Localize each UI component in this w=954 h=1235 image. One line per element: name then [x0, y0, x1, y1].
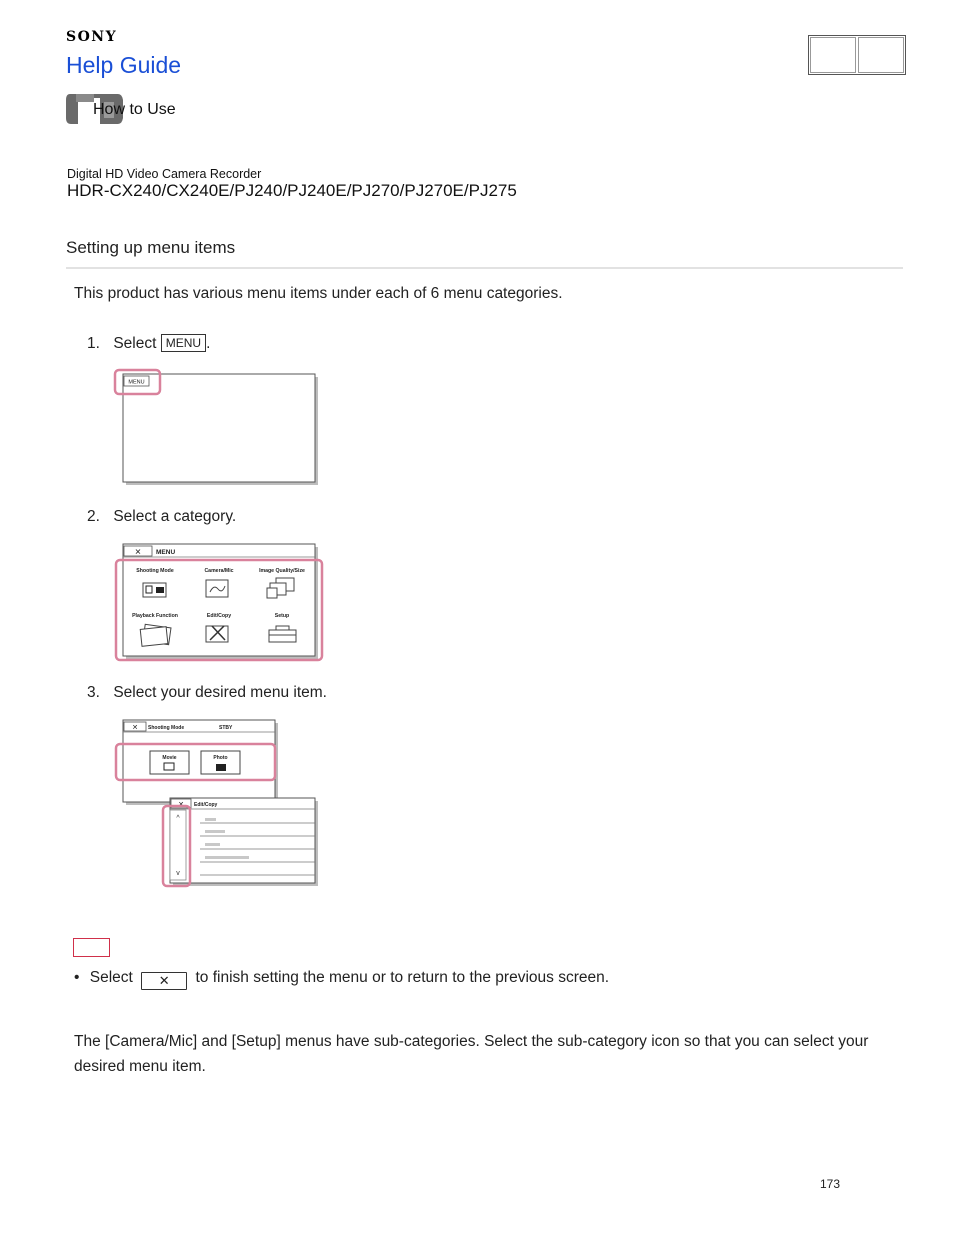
category-label: Image Quality/Size	[259, 568, 305, 574]
scroll-down-icon: v	[176, 870, 180, 877]
figure-menu-header: MENU	[156, 549, 176, 556]
figure-close-glyph: ✕	[132, 724, 138, 732]
figure-menu-categories	[112, 542, 327, 664]
step-number: 2.	[87, 508, 100, 525]
blurred-menu-item	[205, 856, 249, 859]
scroll-up-icon: ^	[176, 815, 180, 822]
nav-button-group	[808, 35, 906, 75]
note-bullet	[74, 969, 609, 990]
blurred-menu-item	[205, 818, 216, 821]
step-number: 1.	[87, 335, 100, 352]
figure-screen-title: Shooting Mode	[148, 725, 185, 731]
blurred-menu-item	[205, 843, 220, 846]
category-label: Edit/Copy	[206, 613, 232, 619]
category-label: Setup	[274, 613, 290, 619]
bullet-dot: •	[74, 969, 80, 986]
help-guide-title[interactable]: Help Guide	[66, 52, 182, 78]
figure-close-glyph: ✕	[178, 801, 184, 809]
camera-icon	[216, 764, 226, 771]
intro-text: This product has various menu items under each of 6 menu categories.	[74, 285, 563, 302]
figure-close-glyph: ✕	[134, 547, 142, 557]
shooting-mode-icon	[143, 583, 166, 597]
category-label: Camera/Mic	[204, 568, 234, 574]
next-page-button[interactable]	[858, 37, 904, 73]
category-label: Shooting Mode	[136, 568, 174, 574]
movie-label: Movie	[162, 755, 177, 761]
page-number: 173	[820, 1177, 841, 1191]
figure-screen-title: Edit/Copy	[194, 802, 218, 808]
product-name: Digital HD Video Camera Recorder	[67, 167, 262, 181]
sony-logo: SONY	[66, 29, 118, 45]
note-label-box	[73, 938, 110, 957]
step-text: Select	[113, 335, 157, 352]
model-numbers: HDR-CX240/CX240E/PJ240/PJ240E/PJ270/PJ270E/PJ275	[67, 181, 517, 200]
figure-status: STBY	[219, 725, 233, 731]
figure-menu-items	[112, 718, 322, 890]
step-2	[87, 508, 236, 526]
close-icon: ✕	[141, 972, 187, 990]
step-text-end: .	[206, 335, 211, 352]
step-3	[87, 684, 327, 702]
step-1	[87, 334, 210, 353]
camera-mic-icon	[206, 580, 228, 597]
title-divider	[66, 267, 903, 269]
step-text: Select a category.	[113, 508, 237, 525]
sub-category-paragraph: The [Camera/Mic] and [Setup] menus have sub-categories. Select the sub-category icon so that you can select your desired menu item.	[74, 1033, 869, 1075]
note-text-start: Select	[89, 969, 133, 986]
figure-menu-button	[112, 368, 322, 488]
blurred-menu-item	[205, 830, 225, 833]
note-text-end: to finish setting the menu or to return to the previous screen.	[195, 969, 610, 986]
page-title: Setting up menu items	[66, 238, 236, 257]
menu-key: MENU	[161, 334, 206, 352]
photo-label: Photo	[213, 755, 228, 761]
step-number: 3.	[87, 684, 100, 701]
step-text: Select your desired menu item.	[113, 684, 327, 701]
category-label: Playback Function	[132, 613, 178, 619]
category-label[interactable]: How to Use	[93, 101, 176, 118]
playback-function-icon	[140, 624, 171, 646]
previous-page-button[interactable]	[810, 37, 856, 73]
figure-menu-key-label: MENU	[128, 379, 145, 386]
edit-copy-icon	[206, 626, 228, 642]
